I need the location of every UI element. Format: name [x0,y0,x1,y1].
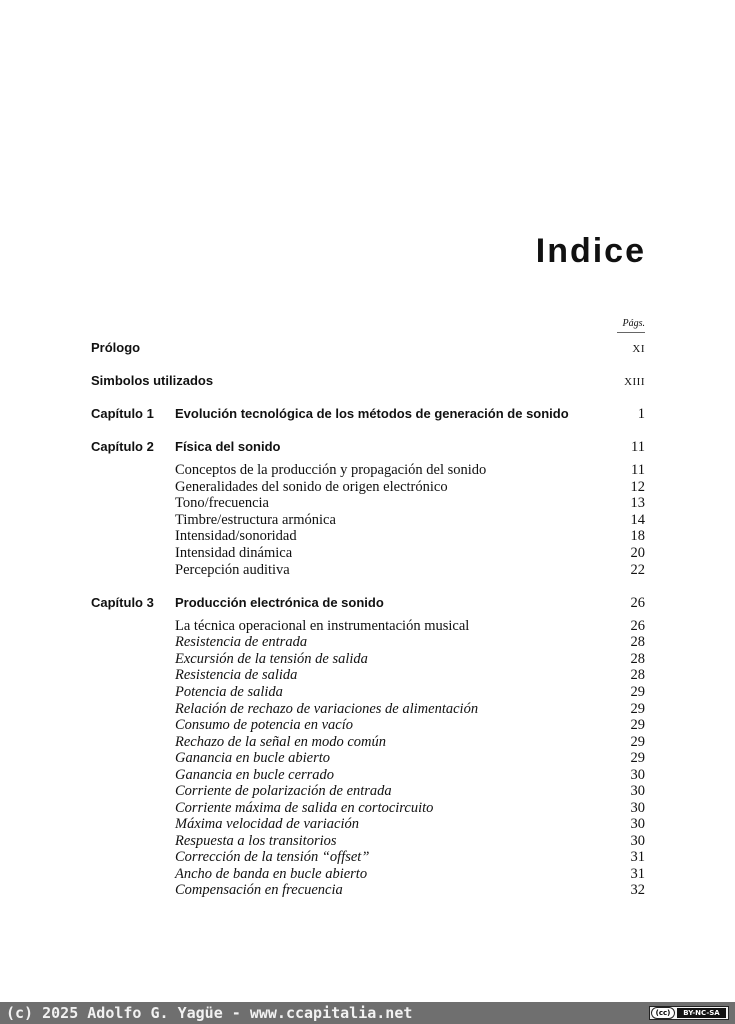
toc-item-text: Respuesta a los transitorios [175,833,337,849]
toc-item-page: 13 [630,495,645,511]
toc-item-text: Ganancia en bucle abierto [175,750,331,766]
toc-item-text: Máxima velocidad de variación [175,816,360,832]
toc-item-text: Intensidad dinámica [175,545,293,561]
toc-item-page: 29 [630,750,645,766]
chapter-title: Producción electrónica de sonido [175,595,384,610]
toc-item-page: 29 [630,701,645,717]
toc-entry-label: Simbolos utilizados [91,373,214,388]
chapter-heading-2 [0,439,735,457]
pages-column-rule [617,332,645,333]
toc-item-page: 20 [630,545,645,561]
toc-item [0,634,735,652]
toc-item-text: Intensidad/sonoridad [175,528,297,544]
toc-entry-prologo [0,340,735,358]
chapter-title: Evolución tecnológica de los métodos de generación de sonido [175,406,569,421]
toc-item-text: Ganancia en bucle cerrado [175,767,335,783]
toc-item-text: Excursión de la tensión de salida [175,651,368,667]
toc-item [0,667,735,685]
toc-item-text: Generalidades del sonido de origen electrónico [175,479,448,495]
toc-item-page: 31 [630,866,645,882]
toc-item-page: 11 [631,462,645,478]
chapter-label: Capítulo 2 [91,439,154,454]
chapter-label: Capítulo 3 [91,595,154,610]
toc-item [0,562,735,580]
toc-entry-page: XIII [624,376,645,388]
toc-item-text: Timbre/estructura armónica [175,512,336,528]
toc-item [0,717,735,735]
toc-item-page: 31 [630,849,645,865]
toc-item-text: Corriente de polarización de entrada [175,783,392,799]
toc-item-text: Tono/frecuencia [175,495,269,511]
page-title: Indice [535,232,646,270]
toc-item-text: Relación de rechazo de variaciones de alimentación [175,701,479,717]
toc-item-page: 29 [630,717,645,733]
toc-item [0,783,735,801]
toc-item [0,495,735,513]
toc-item-page: 28 [630,651,645,667]
pages-column-label: Págs. [622,318,645,329]
toc-item-text: Resistencia de salida [175,667,298,683]
toc-item-text: Potencia de salida [175,684,283,700]
license-terms: BY-NC-SA [677,1008,726,1018]
chapter-label: Capítulo 1 [91,406,154,421]
toc-entry-page: XI [632,343,645,355]
copyright-text: (c) 2025 Adolfo G. Yagüe - www.ccapitalia.net [6,1004,413,1022]
footer-bar [0,1002,735,1024]
toc-item-page: 28 [630,667,645,683]
toc-item [0,750,735,768]
chapter-page: 1 [637,406,645,422]
toc-item-text: Ancho de banda en bucle abierto [175,866,368,882]
toc-item-page: 30 [630,816,645,832]
creative-commons-badge [649,1006,729,1020]
toc-item-page: 22 [630,562,645,578]
toc-item [0,849,735,867]
toc-item-page: 30 [630,767,645,783]
toc-item-page: 29 [630,684,645,700]
toc-item-text: Resistencia de entrada [175,634,308,650]
toc-item [0,528,735,546]
chapter-page: 26 [630,595,645,611]
toc-item-page: 14 [630,512,645,528]
toc-item-text: Percepción auditiva [175,562,290,578]
chapter-page: 11 [631,439,645,455]
chapter-heading-3 [0,595,735,613]
toc-item-page: 30 [630,783,645,799]
toc-item-page: 12 [630,479,645,495]
toc-item-page: 18 [630,528,645,544]
toc-item-page: 29 [630,734,645,750]
toc-item-text: Corriente máxima de salida en cortocircuito [175,800,434,816]
toc-item [0,462,735,480]
chapter-heading-1 [0,406,735,424]
toc-item-text: Corrección de la tensión “offset” [175,849,370,865]
toc-item-page: 32 [630,882,645,898]
toc-item-text: Compensación en frecuencia [175,882,343,898]
toc-item-text: Conceptos de la producción y propagación del sonido [175,462,487,478]
toc-item-page: 28 [630,634,645,650]
toc-item-page: 26 [630,618,645,634]
toc-item [0,545,735,563]
toc-entry-simbolos [0,373,735,391]
toc-item-text: Rechazo de la señal en modo común [175,734,387,750]
toc-item-page: 30 [630,800,645,816]
toc-entry-label: Prólogo [91,340,141,355]
chapter-title: Física del sonido [175,439,281,454]
toc-item-text: La técnica operacional en instrumentación musical [175,618,470,634]
toc-item [0,684,735,702]
cc-logo-icon: (cc) [651,1007,675,1019]
toc-item [0,816,735,834]
toc-item-page: 30 [630,833,645,849]
toc-item [0,882,735,900]
toc-item-text: Consumo de potencia en vacío [175,717,353,733]
